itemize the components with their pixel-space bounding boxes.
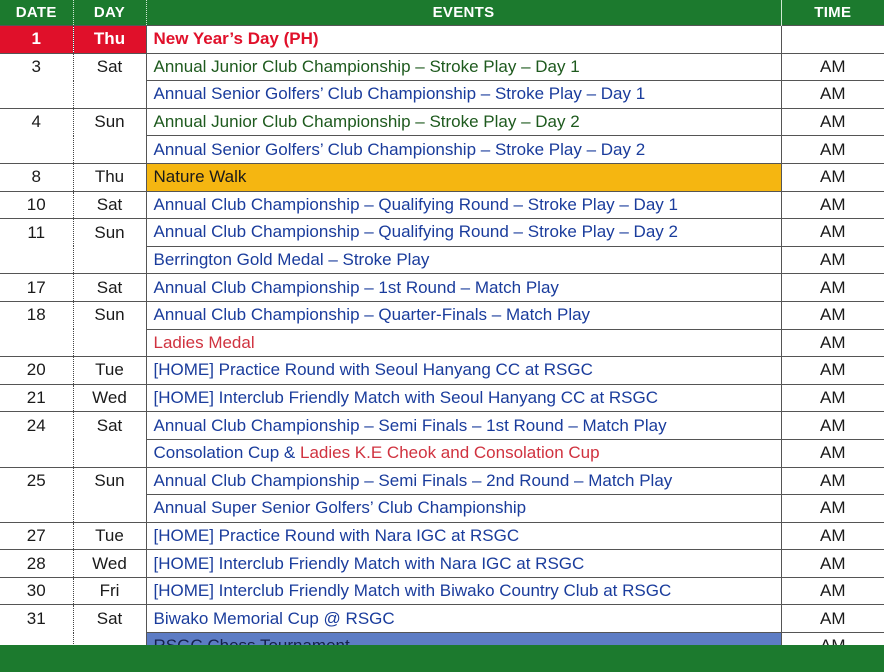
time-cell: AM	[781, 605, 884, 633]
header-time: TIME	[781, 0, 884, 26]
date-cell	[0, 329, 73, 357]
event-text: Annual Junior Club Championship – Stroke Play – Day 1	[153, 56, 580, 76]
table-row	[0, 439, 884, 467]
event-text: New Year’s Day (PH)	[153, 29, 319, 49]
header-day: DAY	[73, 0, 146, 26]
event-text: Ladies Medal	[153, 332, 255, 352]
time-cell: AM	[781, 53, 884, 81]
date-cell: 28	[0, 550, 73, 578]
event-cell	[146, 605, 781, 633]
date-cell: 4	[0, 108, 73, 136]
event-text: [HOME] Practice Round with Seoul Hanyang CC at RSGC	[153, 360, 593, 380]
event-cell	[146, 163, 781, 191]
event-cell	[146, 467, 781, 495]
date-cell: 21	[0, 384, 73, 412]
event-cell	[146, 412, 781, 440]
day-cell	[73, 439, 146, 467]
event-cell	[146, 26, 781, 54]
event-text: Berrington Gold Medal – Stroke Play	[153, 250, 430, 270]
table-row	[0, 301, 884, 329]
event-cell	[146, 53, 781, 81]
table-row	[0, 577, 884, 605]
event-text: Annual Club Championship – Qualifying Round – Stroke Play – Day 1	[153, 194, 678, 214]
table-row	[0, 246, 884, 274]
time-cell: AM	[781, 108, 884, 136]
day-cell: Fri	[73, 577, 146, 605]
time-cell	[781, 26, 884, 54]
day-cell: Thu	[73, 163, 146, 191]
day-cell: Sat	[73, 274, 146, 302]
events-body	[0, 26, 884, 660]
time-cell: AM	[781, 384, 884, 412]
day-cell	[73, 246, 146, 274]
table-row	[0, 329, 884, 357]
day-cell: Tue	[73, 357, 146, 385]
event-cell	[146, 495, 781, 523]
event-cell	[146, 108, 781, 136]
time-cell: AM	[781, 522, 884, 550]
event-text: Annual Club Championship – Semi Finals – 2nd Round – Match Play	[153, 470, 673, 490]
event-text: Annual Club Championship – Qualifying Round – Stroke Play – Day 2	[153, 222, 678, 242]
header-events: EVENTS	[146, 0, 781, 26]
date-cell: 30	[0, 577, 73, 605]
day-cell: Sun	[73, 301, 146, 329]
table-row	[0, 191, 884, 219]
time-cell: AM	[781, 274, 884, 302]
time-cell: AM	[781, 136, 884, 164]
table-row	[0, 412, 884, 440]
time-cell: AM	[781, 191, 884, 219]
event-text: Annual Club Championship – Quarter-Finals – Match Play	[153, 305, 591, 325]
event-text: Annual Senior Golfers’ Club Championship – Stroke Play – Day 1	[153, 84, 646, 104]
day-cell: Wed	[73, 550, 146, 578]
date-cell: 27	[0, 522, 73, 550]
header-date: DATE	[0, 0, 73, 26]
event-cell	[146, 191, 781, 219]
event-text: Ladies K.E Cheok and Consolation Cup	[299, 443, 600, 463]
time-cell: AM	[781, 495, 884, 523]
time-cell: AM	[781, 329, 884, 357]
table-row	[0, 26, 884, 54]
date-cell: 25	[0, 467, 73, 495]
date-cell: 17	[0, 274, 73, 302]
date-cell: 24	[0, 412, 73, 440]
event-text: [HOME] Practice Round with Nara IGC at RSGC	[153, 525, 520, 545]
time-cell: AM	[781, 219, 884, 247]
time-cell: AM	[781, 439, 884, 467]
event-cell	[146, 384, 781, 412]
time-cell: AM	[781, 301, 884, 329]
day-cell	[73, 81, 146, 109]
day-cell: Sat	[73, 412, 146, 440]
date-cell: 10	[0, 191, 73, 219]
date-cell: 18	[0, 301, 73, 329]
date-cell	[0, 439, 73, 467]
event-cell	[146, 550, 781, 578]
table-row	[0, 274, 884, 302]
event-cell	[146, 246, 781, 274]
event-text: Biwako Memorial Cup @ RSGC	[153, 608, 395, 628]
event-cell	[146, 522, 781, 550]
date-cell	[0, 495, 73, 523]
day-cell: Sat	[73, 53, 146, 81]
table-row	[0, 467, 884, 495]
table-row	[0, 219, 884, 247]
date-cell: 20	[0, 357, 73, 385]
time-cell: AM	[781, 467, 884, 495]
date-cell: 1	[0, 26, 73, 54]
day-cell: Sun	[73, 108, 146, 136]
time-cell: AM	[781, 81, 884, 109]
table-row	[0, 495, 884, 523]
table-row	[0, 357, 884, 385]
event-text: Annual Club Championship – 1st Round – Match Play	[153, 277, 559, 297]
footer-bar	[0, 645, 884, 672]
event-text: [HOME] Interclub Friendly Match with Seoul Hanyang CC at RSGC	[153, 388, 659, 408]
date-cell: 3	[0, 53, 73, 81]
event-text: Annual Senior Golfers’ Club Championship – Stroke Play – Day 2	[153, 139, 646, 159]
day-cell	[73, 136, 146, 164]
event-text: Annual Junior Club Championship – Stroke Play – Day 2	[153, 112, 580, 132]
table-row	[0, 108, 884, 136]
event-cell	[146, 577, 781, 605]
time-cell: AM	[781, 577, 884, 605]
event-text: Consolation Cup &	[153, 443, 300, 463]
day-cell	[73, 495, 146, 523]
day-cell: Sun	[73, 219, 146, 247]
table-row	[0, 136, 884, 164]
event-cell	[146, 357, 781, 385]
event-text: [HOME] Interclub Friendly Match with Nara IGC at RSGC	[153, 553, 585, 573]
table-row	[0, 384, 884, 412]
event-cell	[146, 274, 781, 302]
event-text: Annual Super Senior Golfers’ Club Championship	[153, 498, 527, 518]
table-row	[0, 163, 884, 191]
header-row	[0, 0, 884, 26]
table-row	[0, 81, 884, 109]
day-cell: Thu	[73, 26, 146, 54]
event-cell	[146, 219, 781, 247]
date-cell: 11	[0, 219, 73, 247]
time-cell: AM	[781, 550, 884, 578]
table-row	[0, 53, 884, 81]
date-cell: 31	[0, 605, 73, 633]
event-cell	[146, 329, 781, 357]
day-cell: Wed	[73, 384, 146, 412]
event-text: [HOME] Interclub Friendly Match with Biwako Country Club at RSGC	[153, 581, 672, 601]
event-cell	[146, 81, 781, 109]
day-cell: Sat	[73, 605, 146, 633]
table-row	[0, 522, 884, 550]
day-cell: Sun	[73, 467, 146, 495]
time-cell: AM	[781, 246, 884, 274]
event-cell	[146, 439, 781, 467]
time-cell: AM	[781, 163, 884, 191]
day-cell: Tue	[73, 522, 146, 550]
time-cell: AM	[781, 357, 884, 385]
date-cell	[0, 81, 73, 109]
table-row	[0, 550, 884, 578]
event-text: Annual Club Championship – Semi Finals – 1st Round – Match Play	[153, 415, 667, 435]
time-cell: AM	[781, 412, 884, 440]
date-cell	[0, 246, 73, 274]
table-row	[0, 605, 884, 633]
event-cell	[146, 136, 781, 164]
date-cell	[0, 136, 73, 164]
event-cell	[146, 301, 781, 329]
day-cell	[73, 329, 146, 357]
day-cell: Sat	[73, 191, 146, 219]
date-cell: 8	[0, 163, 73, 191]
event-text: Nature Walk	[153, 167, 247, 187]
